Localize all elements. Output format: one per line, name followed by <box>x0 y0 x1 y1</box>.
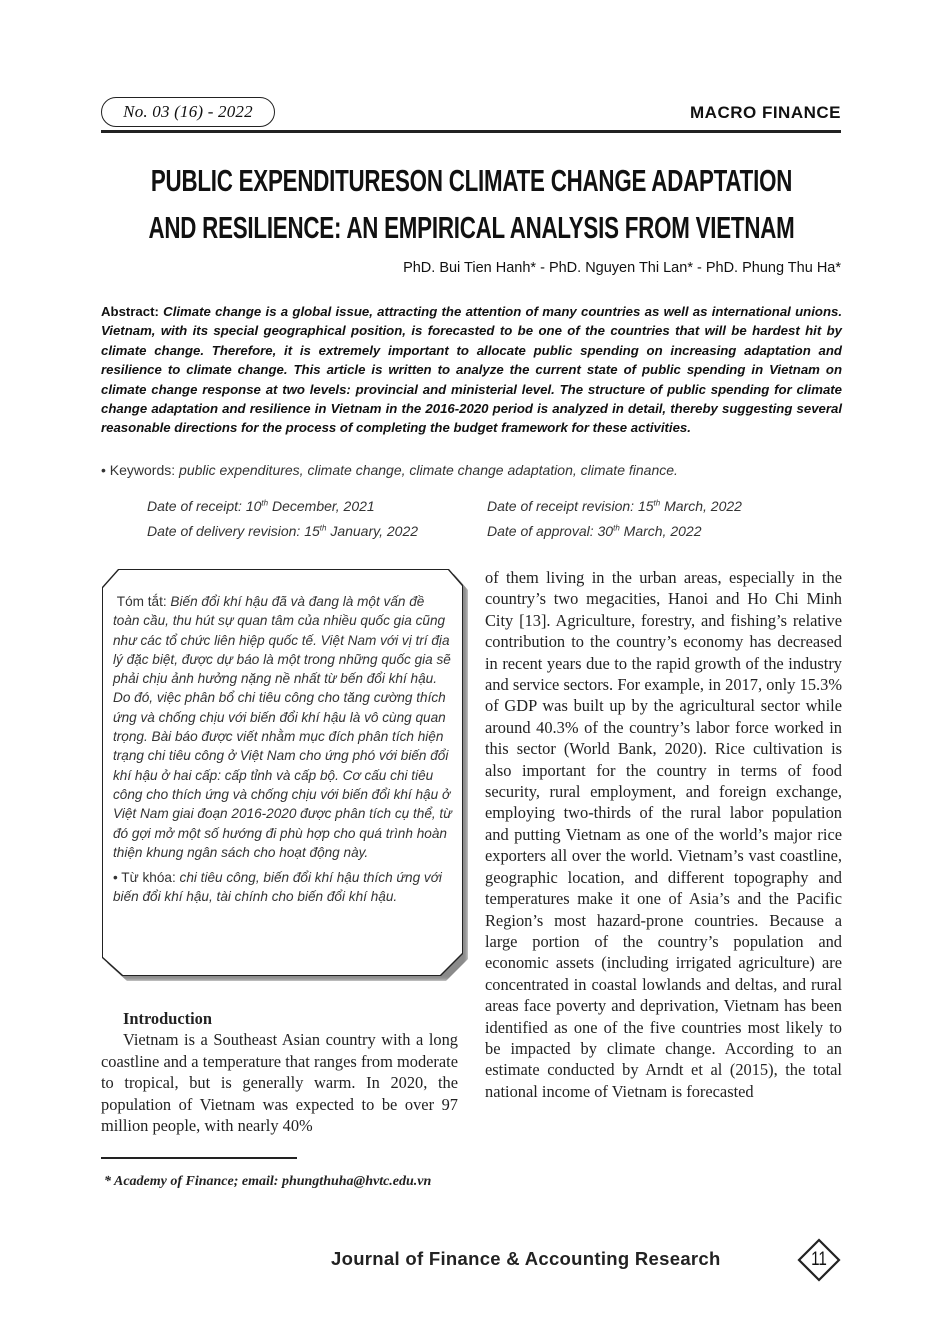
vietnamese-abstract-text: Biến đổi khí hậu đã và đang là một vấn đề toàn cầu, thu hút sự quan tâm của nhiều quốc gia cũng như các tổ chức liên hiệp quốc tế. Việt Nam với vị trí địa lý đặc biệt, được dự báo là một trong những quốc gia sẽ phải chịu ảnh hưởng nặng nề nhất từ bến đổi khí hậu. Do đó, việc phân bổ chi tiêu công cho tăng cường thích ứng và chống chịu với biến đổi khí hậu là vô cùng quan trọng. Bài báo được viết nhằm mục đích phân tích hiện trạng chi tiêu công ở Việt Nam cho ứng phó với biến đổi khí hậu ở hai cấp: cấp tỉnh và cấp bộ. Cơ cấu chi tiêu công cho thích ứng và chống chịu với biến đổi khí hậu ở Việt Nam giai đoạn 2016-2020 được phân tích cụ thể, từ đó gợi mở một số hướng đi phù hợp cho quá trình hoàn thiện khung ngân sách cho hoạt động này. <box>113 594 452 860</box>
article-title <box>0 157 943 251</box>
vietnamese-abstract <box>113 592 453 862</box>
date-of-receipt-revision <box>487 498 742 514</box>
date-label: Date of approval: <box>487 523 598 539</box>
header-divider <box>101 130 841 133</box>
date-suffix: th <box>319 523 327 533</box>
abstract-label: Abstract: <box>101 304 164 319</box>
body-paragraph: Vietnam is a Southeast Asian country with a long coastline and a temperature that ranges from moderate to tropical, but is generally warm. In 2020, the population of Vietnam was expected to be over 97 million people, with nearly 40% <box>101 1030 458 1136</box>
date-rest: January, 2022 <box>326 523 419 539</box>
date-suffix: th <box>613 523 620 533</box>
date-label: Date of receipt: <box>147 498 246 514</box>
date-rest: December, 2021 <box>268 498 375 514</box>
issue-number: No. 03 (16) - 2022 <box>123 102 253 121</box>
section-label: MACRO FINANCE <box>690 103 841 122</box>
date-suffix: th <box>261 498 269 508</box>
body-column-right <box>485 567 842 1102</box>
date-suffix: th <box>653 498 661 508</box>
issue-number-badge <box>101 97 275 127</box>
vietnamese-abstract-label: Tóm tắt: <box>116 594 171 609</box>
date-day: 15 <box>304 523 320 539</box>
body-column-left <box>101 1008 458 1136</box>
author-list: PhD. Bui Tien Hanh* - PhD. Nguyen Thi Lan* - PhD. Phung Thu Ha* <box>403 260 841 276</box>
date-label: Date of delivery revision: <box>147 523 305 539</box>
keywords-label: • Keywords: <box>101 462 180 478</box>
date-day: 30 <box>597 523 614 539</box>
date-day: 10 <box>245 498 262 514</box>
vietnamese-summary <box>113 592 453 913</box>
date-rest: March, 2022 <box>660 498 742 514</box>
date-label: Date of receipt revision: <box>487 498 638 514</box>
page-number: 11 <box>811 1249 827 1270</box>
abstract-text: Climate change is a global issue, attracting the attention of many countries as well as international unions. Vietnam, with its special geographical position, is forecasted to be one of the countries that will be hardest hit by climate change. Therefore, it is extremely important to allocate public spending on increasing adaptation and resilience to climate change. This article is written to analyze the current state of public spending in Vietnam on climate change response at two levels: provincial and ministerial level. The structure of public spending for climate change adaptation and resilience in Vietnam in the 2016-2020 period is analyzed in detail, thereby suggesting several reasonable directions for the process of completing the budget framework for these activities. <box>101 304 842 436</box>
abstract <box>101 302 842 438</box>
keywords <box>101 462 842 478</box>
section-heading-introduction: Introduction <box>123 1009 212 1028</box>
date-of-delivery-revision <box>147 523 418 539</box>
date-rest: March, 2022 <box>619 523 702 539</box>
date-of-approval <box>487 523 701 539</box>
body-paragraph: of them living in the urban areas, especially in the country’s two megacities, Hanoi and Ho Chi Minh City [13]. Agriculture, forestry, and fishing’s relative contribution to the country’s economy has decreased in recent years due to the rapid growth of the industry and service sectors. For example, in 2017, only 15.3% of GDP was built up by the agricultural sector while around 40.3% of the country’s labor force worked in this sector (World Bank, 2020). Rice cultivation is also important for the country in terms of food security, rural employment, and foreign exchange, employing two-thirds of the rural labor population and putting Vietnam as one of the world’s major rice exporters all over the world. Vietnam’s vast coastline, geographic location, and different topography and temperatures make it one of Asia’s and the Pacific Region’s most hazard-prone countries. Because a large portion of the country’s population and economic assets (including irrigated agriculture) are concentrated in coastal lowlands and deltas, and rural areas face poverty and deprivation, Vietnam has been identified as one of the five countries most likely to be impacted by climate change. According to an estimate conducted by Arndt et al (2015), the total national income of Vietnam is forecasted <box>485 568 842 1101</box>
vietnamese-keywords-text: chi tiêu công, biến đổi khí hậu thích ứng với biến đổi khí hậu, tài chính cho biến đổi khí hậu. <box>113 870 442 905</box>
date-of-receipt <box>147 498 375 514</box>
vietnamese-keywords <box>113 868 453 907</box>
keywords-values: public expenditures, climate change, climate change adaptation, climate finance. <box>179 462 678 478</box>
vietnamese-keywords-label: • Từ khóa: <box>113 870 180 886</box>
title-line-1: PUBLIC EXPENDITURESON CLIMATE CHANGE ADAPTATION <box>150 163 793 198</box>
date-day: 15 <box>637 498 654 514</box>
author-affiliation-footnote: * Academy of Finance; email: phungthuha@hvtc.edu.vn <box>104 1174 432 1189</box>
journal-name: Journal of Finance & Accounting Research <box>331 1248 721 1269</box>
footnote-divider <box>101 1157 297 1159</box>
title-line-2: AND RESILIENCE: AN EMPIRICAL ANALYSIS FROM VIETNAM <box>148 210 795 245</box>
